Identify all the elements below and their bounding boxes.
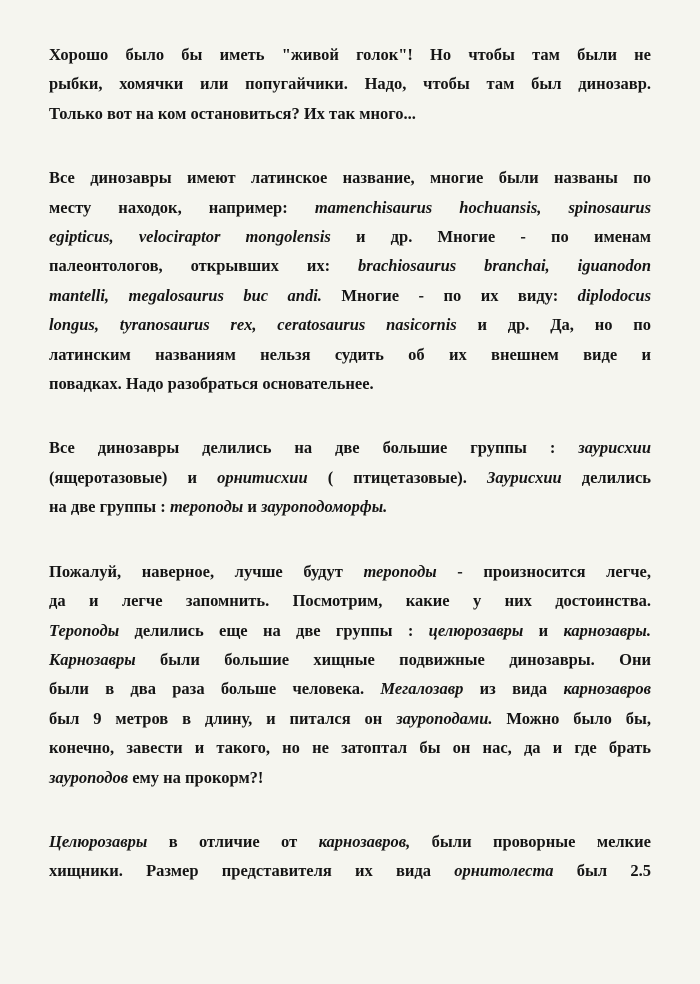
text-run: Можно было бы, — [492, 708, 651, 728]
text-line — [49, 616, 651, 645]
paragraph-2 — [49, 163, 651, 398]
text-run: из вида — [463, 679, 564, 699]
text-run: латинским названиям нельзя судить об их внешнем виде и — [49, 344, 651, 364]
italic-term: зауроподами. — [396, 708, 493, 728]
text-run: были большие хищные подвижные динозавры. Они — [135, 649, 651, 669]
text-line — [49, 645, 651, 674]
italic-term: орнитисхии — [217, 467, 308, 487]
text-run: Пожалуй, наверное, лучше будут — [49, 561, 364, 581]
text-line — [49, 704, 651, 733]
text-run: ( птицетазовые). — [307, 467, 487, 487]
italic-term: Тероподы — [49, 620, 120, 640]
text-line — [49, 163, 651, 192]
italic-term: brachiosaurus branchai, iguanodon — [358, 256, 651, 276]
text-line — [49, 99, 651, 128]
text-line — [49, 463, 651, 492]
italic-term: орнитолеста — [454, 861, 554, 881]
text-run: палеонтологов, открывших их: — [49, 256, 359, 276]
text-run: и др. Да, но по — [456, 315, 651, 335]
text-line — [49, 369, 651, 398]
italic-term: spinosaurus — [568, 197, 652, 217]
italic-term: Карнозавры — [49, 649, 136, 669]
italic-term: Целюрозавры — [49, 831, 148, 851]
text-run: конечно, завести и такого, но не затоптал бы он нас, да и где брать — [49, 738, 651, 758]
italic-term: mantelli, megalosaurus buc andi. — [49, 285, 322, 305]
text-run: Хорошо было бы иметь "живой голок"! Но чтобы там были не — [49, 45, 651, 64]
italic-term: заурисхии — [578, 438, 651, 458]
text-run: да и легче запомнить. Посмотрим, какие у них достоинства. — [49, 591, 651, 611]
italic-term: Заурисхии — [487, 467, 562, 487]
text-line — [49, 763, 651, 792]
paragraph-4 — [49, 557, 651, 792]
text-run: делились еще на две группы : — [119, 620, 429, 640]
italic-term: карнозавры. — [563, 620, 651, 640]
text-line — [49, 193, 651, 222]
italic-term: egipticus, — [49, 227, 114, 247]
text-line — [49, 340, 651, 369]
text-run: повадках. Надо разобраться основательнее. — [49, 374, 374, 394]
text-run: были проворные мелкие — [410, 831, 651, 851]
text-run: был 2.5 — [553, 861, 651, 881]
italic-term: diplodocus — [577, 285, 652, 305]
text-line — [49, 433, 651, 462]
text-run: делились — [561, 467, 651, 487]
text-run — [114, 227, 139, 246]
italic-term: velociraptor mongolensis — [138, 227, 331, 247]
text-line — [49, 827, 651, 856]
text-run: ему на прокорм?! — [128, 767, 264, 787]
text-run: на две группы : — [49, 497, 170, 517]
text-run: и — [243, 497, 261, 517]
text-run: Только вот на ком остановиться? Их так много... — [49, 103, 416, 123]
text-run — [541, 198, 568, 217]
text-run: рыбки, хомячки или попугайчики. Надо, чтобы там был динозавр. — [49, 74, 651, 94]
text-run: были в два раза больше человека. — [49, 679, 381, 699]
text-run: в отличие от — [147, 831, 319, 851]
text-run: месту находок, например: — [49, 197, 315, 217]
italic-term: Мегалозавр — [380, 679, 464, 699]
text-line — [49, 733, 651, 762]
italic-term: mamenchisaurus hochuansis, — [314, 197, 542, 217]
text-line — [49, 674, 651, 703]
italic-term: тероподы — [169, 497, 244, 517]
text-line — [49, 40, 651, 69]
text-line — [49, 310, 651, 339]
text-line — [49, 222, 651, 251]
text-run: хищники. Размер представителя их вида — [49, 861, 455, 881]
text-run: - произносится легче, — [436, 561, 651, 581]
italic-term: карнозавров — [563, 679, 652, 699]
text-line — [49, 251, 651, 280]
text-run: Все динозавры имеют латинское название, многие были названы по — [49, 168, 651, 188]
text-run: был 9 метров в длину, и питался он — [49, 708, 397, 728]
italic-term: целюрозавры — [428, 620, 524, 640]
text-line — [49, 856, 651, 885]
paragraph-1 — [49, 40, 651, 128]
text-run: Многие - по их виду: — [321, 285, 578, 305]
text-run: (ящеротазовые) и — [49, 467, 218, 487]
italic-term: карнозавров, — [318, 831, 411, 851]
text-run: и др. Многие - по именам — [330, 227, 652, 247]
italic-term: зауроподов — [49, 767, 129, 787]
text-line — [49, 69, 651, 98]
text-line — [49, 492, 651, 521]
italic-term: тероподы — [363, 561, 437, 581]
text-line — [49, 586, 651, 615]
text-line — [49, 557, 651, 586]
italic-term: зауроподоморфы. — [261, 497, 388, 517]
paragraph-5 — [49, 827, 651, 886]
italic-term: longus, tyranosaurus rex, ceratosaurus nasicornis — [49, 315, 457, 335]
text-line — [49, 281, 651, 310]
text-run: и — [523, 620, 564, 640]
text-run: Все динозавры делились на две большие группы : — [49, 438, 579, 458]
paragraph-3 — [49, 433, 651, 521]
